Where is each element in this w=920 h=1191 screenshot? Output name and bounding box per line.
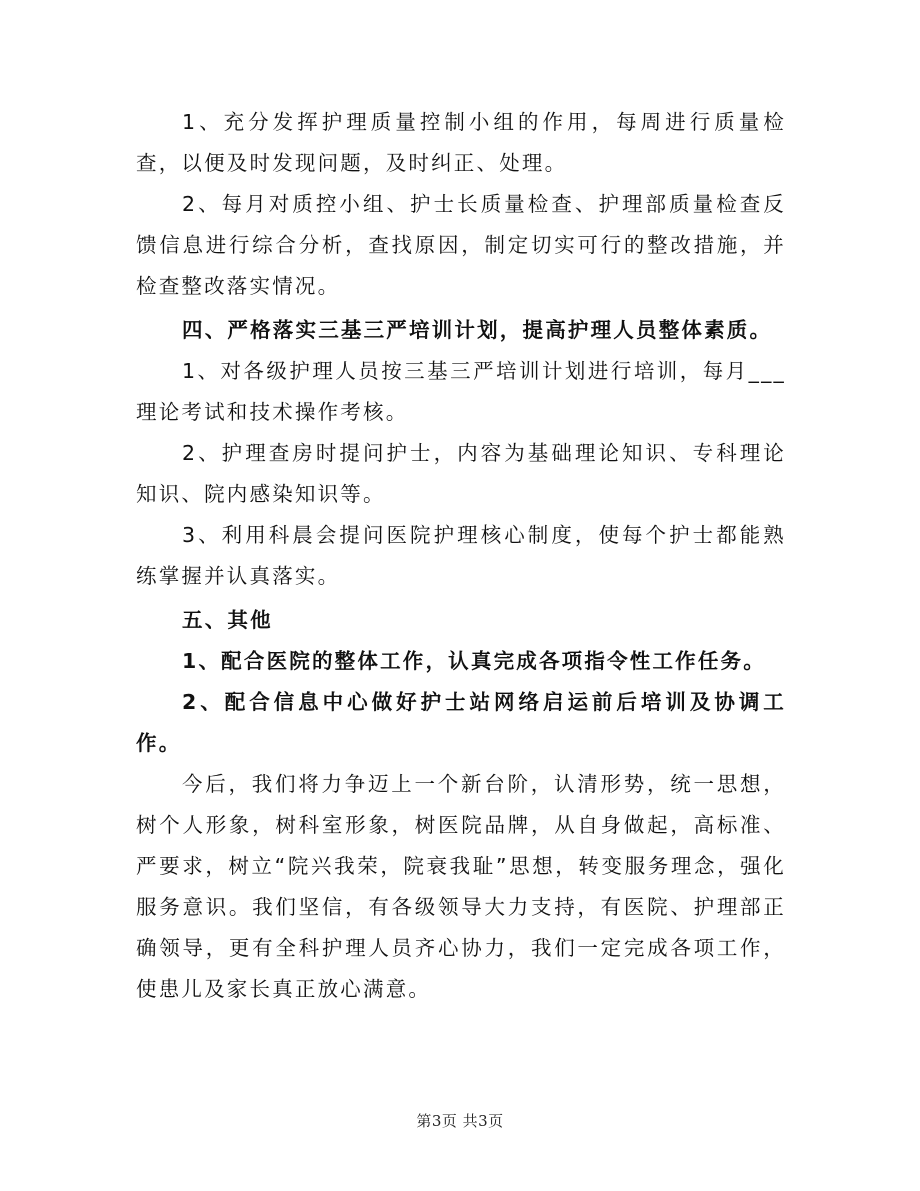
paragraph-cooperate-hospital: 1、配合医院的整体工作，认真完成各项指令性工作任务。 — [182, 649, 766, 673]
paragraph-training-exams: 1、对各级护理人员按三基三严培训计划进行培训，每月___理论考试和技术操作考核。 — [136, 359, 786, 424]
paragraph-monthly-analysis: 2、每月对质控小组、护士长质量检查、护理部质量检查反馈信息进行综合分析，查找原因，制定切实可行的整改措施，并检查整改落实情况。 — [136, 192, 786, 298]
paragraph-conclusion: 今后，我们将力争迈上一个新台阶，认清形势，统一思想，树个人形象，树科室形象，树医院品牌，从自身做起，高标准、严要求，树立“院兴我荣，院衰我耻”思想，转变服务理念，强化服务意识。我们坚信，有各级领导大力支持，有医院、护理部正确领导，更有全科护理人员齐心协力，我们一定完成各项工作，使患儿及家长真正放心满意。 — [136, 772, 786, 1001]
section-heading-training: 四、严格落实三基三严培训计划，提高护理人员整体素质。 — [182, 318, 773, 342]
paragraph-quality-control: 1、充分发挥护理质量控制小组的作用，每周进行质量检查，以便及时发现问题，及时纠正、处理。 — [136, 110, 786, 175]
paragraph-cooperate-info-center: 2、配合信息中心做好护士站网络启运前后培训及协调工作。 — [136, 690, 786, 755]
paragraph-core-system: 3、利用科晨会提问医院护理核心制度，使每个护士都能熟练掌握并认真落实。 — [136, 523, 786, 588]
document-body — [136, 102, 786, 1010]
page-footer: 第3页 共3页 — [416, 1112, 504, 1130]
paragraph-ward-round-questions: 2、护理查房时提问护士，内容为基础理论知识、专科理论知识、院内感染知识等。 — [136, 441, 786, 506]
section-heading-other: 五、其他 — [182, 608, 273, 632]
